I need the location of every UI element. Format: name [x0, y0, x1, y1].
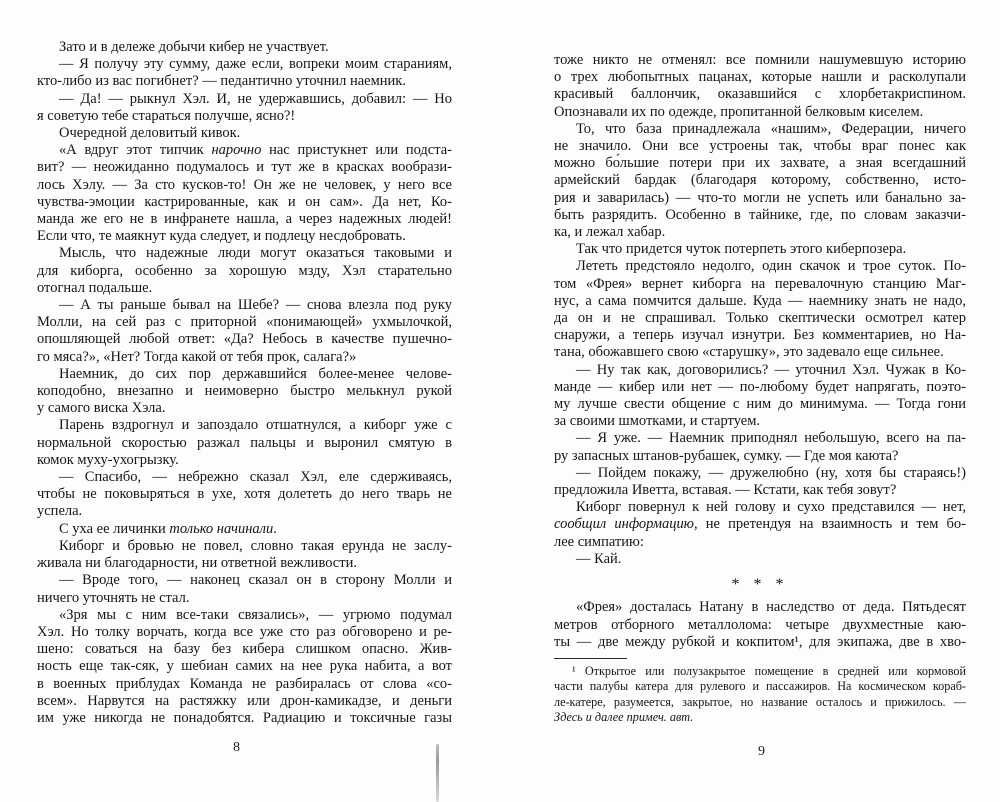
- text-line: Опознавали их по одежде, пропитанной белковым киселем.: [554, 103, 924, 120]
- text-line: Лететь предстояло недолго, один скачок и трое суток. По-: [576, 258, 966, 275]
- text-line: чтобы не поковыряться в ухе, хотя долететь до него тварь не: [37, 486, 452, 503]
- text-line: Парень вздрогнул и запоздало отшатнулся, а киборг уже с: [59, 417, 452, 434]
- text-line: быть разрядить. Особенно в тайнике, где, по словам заказчи-: [554, 206, 966, 223]
- text-line: у самого виска Хэла.: [37, 400, 166, 417]
- text-line: Киборг повернул к ней голову и сухо представился — нет,: [576, 499, 966, 516]
- text-line: му лучше свести общение с ним до минимума. — Тогда гони: [554, 396, 966, 413]
- text-line: живала ни благодарности, ни ответной вежливости.: [37, 555, 357, 572]
- paragraph: [554, 551, 966, 568]
- paragraph: [37, 521, 452, 538]
- text-line: части палубы катера для рулевого и пассажиров. На космическом кораб-: [554, 679, 966, 694]
- paragraph: [37, 142, 452, 245]
- paragraph: [37, 469, 452, 521]
- paragraph: [37, 572, 452, 606]
- paragraph: [554, 258, 966, 361]
- text-line: всем». Нарвутся на растяжку или дрон-камикадзе, и деньги: [37, 692, 452, 709]
- paragraph: [37, 538, 452, 572]
- paragraph: [37, 125, 452, 142]
- text-line: лось Хэлу. — За сто кусков-то! Он же не человек, у него все: [37, 176, 452, 193]
- text-line: вит? — неожиданно подумалось и тут же в красках вообрази-: [37, 159, 452, 176]
- text-line: красивый баллончик, оказавшийся с хлорбетакриспином.: [554, 86, 966, 103]
- text-line: не значило. Они все устроены так, чтобы враг понес как: [554, 138, 966, 155]
- text-line: — Ну так как, договорились? — уточнил Хэл. Чужак в Ко-: [576, 361, 966, 378]
- paragraph: [554, 362, 966, 431]
- text-line: ¹ Открытое или полузакрытое помещение в средней или кормовой: [572, 663, 966, 678]
- text-line: го мяса?», «Нет? Тогда какой от тебя прок, салага?»: [37, 348, 357, 365]
- paragraph: [37, 39, 452, 56]
- text-line: нормальной скоростью разжал пальцы и выронил смятую в: [37, 434, 452, 451]
- paragraph: [37, 366, 452, 418]
- text-line: манда же его не в инфранете нашла, а через надежных людей!: [37, 211, 452, 228]
- text-line: да он и не спрашивал. Только скептически осмотрел катер: [554, 310, 966, 327]
- text-line: я советую тебе стараться получше, ясно?!: [37, 107, 296, 124]
- text-line: Здесь и далее примеч. авт.: [554, 710, 694, 725]
- text-line: метров отборного металлолома: четыре двухместные каю-: [554, 616, 966, 633]
- text-line: — А ты раньше бывал на Шебе? — снова влезла под руку: [59, 297, 452, 314]
- text-line: «Зря мы с ним все-таки связались», — угрюмо подумал: [59, 606, 452, 623]
- paragraph: [554, 241, 966, 258]
- text-line: нус, а сама помчится дальше. Куда — наемнику знать не надо,: [554, 292, 966, 309]
- text-line: ру запасных штанов-рубашек, сумку. — Где моя каюта?: [554, 447, 899, 464]
- text-line: То, что база принадлежала «нашим», Федерации, ничего: [576, 120, 966, 137]
- text-line: для киборга, особенно за хорошую мзду, Хэл старательно: [37, 262, 452, 279]
- text-line: отогнал подальше.: [37, 279, 153, 296]
- text-line: тоже никто не отменял: все помнили нашумевшую историю: [554, 52, 966, 68]
- text-line: Наемник, до сих пор державшийся более-менее челове-: [59, 365, 452, 382]
- page-number-left: 8: [233, 740, 240, 755]
- text-line: ле-катере, разумеется, закрытое, но название осталось и прижилось. —: [554, 694, 966, 709]
- text-line: предложила Иветта, вставая. — Кстати, как тебя зовут?: [554, 482, 897, 499]
- text-line: сообщил информацию, не претендуя на взаимность и тем бо-: [554, 516, 967, 533]
- text-line: ность еще так-сяк, у шебиан самих на нее рука набита, а вот: [37, 658, 452, 675]
- paragraph: [37, 56, 452, 90]
- text-line: рия и заварилась) — что-то могли не успеть или банально за-: [554, 189, 966, 206]
- text-line: — Пойдем покажу, — дружелюбно (ну, хотя бы стараясь!): [576, 464, 966, 481]
- text-line: «Фрея» досталась Натану в наследство от деда. Пятьдесят: [576, 599, 966, 616]
- text-line: Зато и в дележе добычи кибер не участвует.: [59, 39, 329, 55]
- text-line: ничего уточнять не стал.: [37, 589, 190, 606]
- text-line: — Вроде того, — наконец сказал он в сторону Молли и: [59, 572, 452, 589]
- text-line: опошляющей любой ответ: «Да? Небось в качестве пушечно-: [37, 331, 452, 348]
- footnote-separator: [554, 658, 627, 659]
- text-line: кто-либо из вас погибнет? — педантично уточнил наемник.: [37, 73, 406, 90]
- paragraph: [37, 417, 452, 469]
- text-line: — Я получу эту сумму, даже если, вопреки моим стараниям,: [59, 56, 452, 73]
- paragraph: [37, 91, 452, 125]
- paragraph: [554, 599, 966, 651]
- section-break: * * *: [731, 576, 789, 594]
- page-left-text: [37, 39, 452, 727]
- text-line: коподобно, внезапно и неимоверно быстро мелькнул рукой: [37, 383, 452, 400]
- text-line: — Кай.: [576, 550, 622, 567]
- text-line: комок муху-ухогрызку.: [37, 451, 179, 468]
- paragraph: [554, 52, 966, 121]
- text-line: манде — кибер или нет — по-любому будет напрягать, поэто-: [554, 378, 966, 395]
- text-line: за своими шмотками, и стартуем.: [554, 413, 760, 430]
- page-number-right: 9: [758, 744, 765, 759]
- text-line: «А вдруг этот типчик нарочно нас пристукнет или подста-: [59, 142, 452, 159]
- paragraph: [554, 465, 966, 499]
- paragraph: [554, 430, 966, 464]
- text-line: С уха ее личинки только начинали.: [59, 520, 277, 537]
- text-line: снаружи, а теперь изучал изнутри. Без комментариев, но На-: [554, 327, 966, 344]
- text-line: — Я уже. — Наемник приподнял небольшую, всего на па-: [576, 430, 966, 447]
- paragraph: [554, 499, 966, 551]
- text-line: Так что придется чуток потерпеть этого киберпозера.: [576, 241, 907, 258]
- gutter-shadow: [436, 744, 439, 802]
- page-right-text: [554, 52, 966, 726]
- text-line: Молли, на сей раз с приторной «понимающей» ухмылочкой,: [37, 314, 452, 331]
- text-line: в военных приблудах Команда не разбиралась от слова «со-: [37, 675, 452, 692]
- text-line: ты — две между рубкой и кокпитом¹, для экипажа, две в хво-: [554, 633, 966, 650]
- text-line: им уже никогда не понадобятся. Радиацию и токсичные газы: [37, 709, 452, 726]
- text-line: том «Фрея» вернет киборга на перевалочную станцию Маг-: [554, 275, 966, 292]
- text-line: о трех любопытных пацанах, которые нашли и расколупали: [554, 69, 966, 86]
- paragraph: [37, 297, 452, 366]
- text-line: Мысль, что надежные люди могут оказаться таковыми и: [59, 245, 452, 262]
- text-line: Хэл. Но толку ворчать, когда все уже сто раз обговорено и ре-: [37, 623, 452, 640]
- paragraph: [37, 245, 452, 297]
- paragraph: [554, 121, 966, 241]
- text-line: чувства-эмоции кастрированные, как и он сам». Да нет, Ко-: [37, 193, 452, 210]
- text-line: успела.: [37, 503, 83, 520]
- text-line: можно бо́льшие потери при их захвате, а зная всегдашний: [554, 155, 966, 172]
- text-line: Киборг и бровью не повел, словно такая ерунда не заслу-: [59, 537, 452, 554]
- paragraph: [37, 607, 452, 727]
- text-line: шено: соваться на базу без кибера слишком опасно. Жив-: [37, 641, 452, 658]
- footnote-paragraph: [554, 664, 966, 726]
- text-line: — Спасибо, — небрежно сказал Хэл, еле сдерживаясь,: [59, 469, 452, 486]
- text-line: Если что, те маякнут куда следует, и подлецу несдобровать.: [37, 228, 406, 245]
- text-line: тана, обожавшего свою «старушку», это задевало еще сильнее.: [554, 344, 944, 361]
- text-line: лее симпатию:: [554, 533, 644, 550]
- text-line: — Да! — рыкнул Хэл. И, не удержавшись, добавил: — Но: [59, 90, 452, 107]
- text-line: армейский бардак (благодаря которому, собственно, исто-: [554, 172, 966, 189]
- text-line: Очередной деловитый кивок.: [59, 125, 241, 142]
- text-line: ка, и лежал хабар.: [554, 224, 666, 241]
